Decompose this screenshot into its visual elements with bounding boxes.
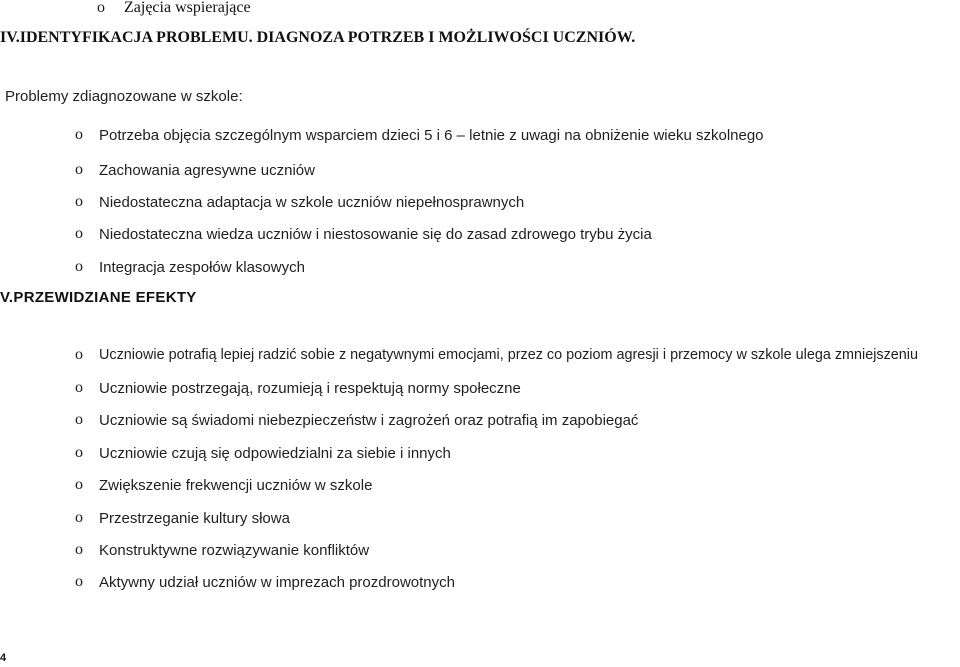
effect-item: Konstruktywne rozwiązywanie konfliktów — [99, 542, 370, 559]
effect-item: Przestrzeganie kultury słowa — [99, 510, 290, 527]
effect-item: Uczniowie potrafią lepiej radzić sobie z negatywnymi emocjami, przez co poziom agresji i przemocy w szkole ulega zmniejszeniu — [99, 347, 919, 363]
problems-intro: Problemy zdiagnozowane w szkole: — [5, 88, 243, 105]
bullet-marker: o — [75, 346, 83, 363]
page-number: 4 — [0, 652, 7, 664]
problem-item: Integracja zespołów klasowych — [99, 259, 305, 276]
section-iv-heading: IV.IDENTYFIKACJA PROBLEMU. DIAGNOZA POTRZEB I MOŻLIWOŚCI UCZNIÓW. — [0, 29, 636, 46]
bullet-marker: o — [75, 193, 83, 210]
effect-item: Aktywny udział uczniów w imprezach prozdrowotnych — [99, 574, 455, 591]
problem-item: Zachowania agresywne uczniów — [99, 162, 315, 179]
section-v-heading: V.PRZEWIDZIANE EFEKTY — [0, 289, 197, 306]
bullet-marker: o — [75, 258, 83, 275]
bullet-marker: o — [75, 126, 83, 143]
bullet-marker: o — [75, 476, 83, 493]
bullet-marker: o — [75, 161, 83, 178]
bullet-marker: o — [75, 509, 83, 526]
bullet-marker: o — [75, 573, 83, 590]
problem-item: Potrzeba objęcia szczególnym wsparciem dzieci 5 i 6 – letnie z uwagi na obniżenie wieku szkolnego — [99, 127, 764, 144]
effect-item: Uczniowie czują się odpowiedzialni za siebie i innych — [99, 445, 451, 462]
bullet-marker: o — [75, 225, 83, 242]
top-list-item: Zajęcia wspierające — [124, 0, 251, 16]
bullet-marker: o — [75, 444, 83, 461]
bullet-marker: o — [97, 0, 105, 16]
effect-item: Uczniowie postrzegają, rozumieją i respektują normy społeczne — [99, 380, 521, 397]
effect-item: Zwiększenie frekwencji uczniów w szkole — [99, 477, 373, 494]
problem-item: Niedostateczna adaptacja w szkole uczniów niepełnosprawnych — [99, 194, 525, 211]
bullet-marker: o — [75, 541, 83, 558]
effect-item: Uczniowie są świadomi niebezpieczeństw i zagrożeń oraz potrafią im zapobiegać — [99, 412, 639, 429]
problem-item: Niedostateczna wiedza uczniów i niestosowanie się do zasad zdrowego trybu życia — [99, 226, 652, 243]
bullet-marker: o — [75, 411, 83, 428]
bullet-marker: o — [75, 379, 83, 396]
